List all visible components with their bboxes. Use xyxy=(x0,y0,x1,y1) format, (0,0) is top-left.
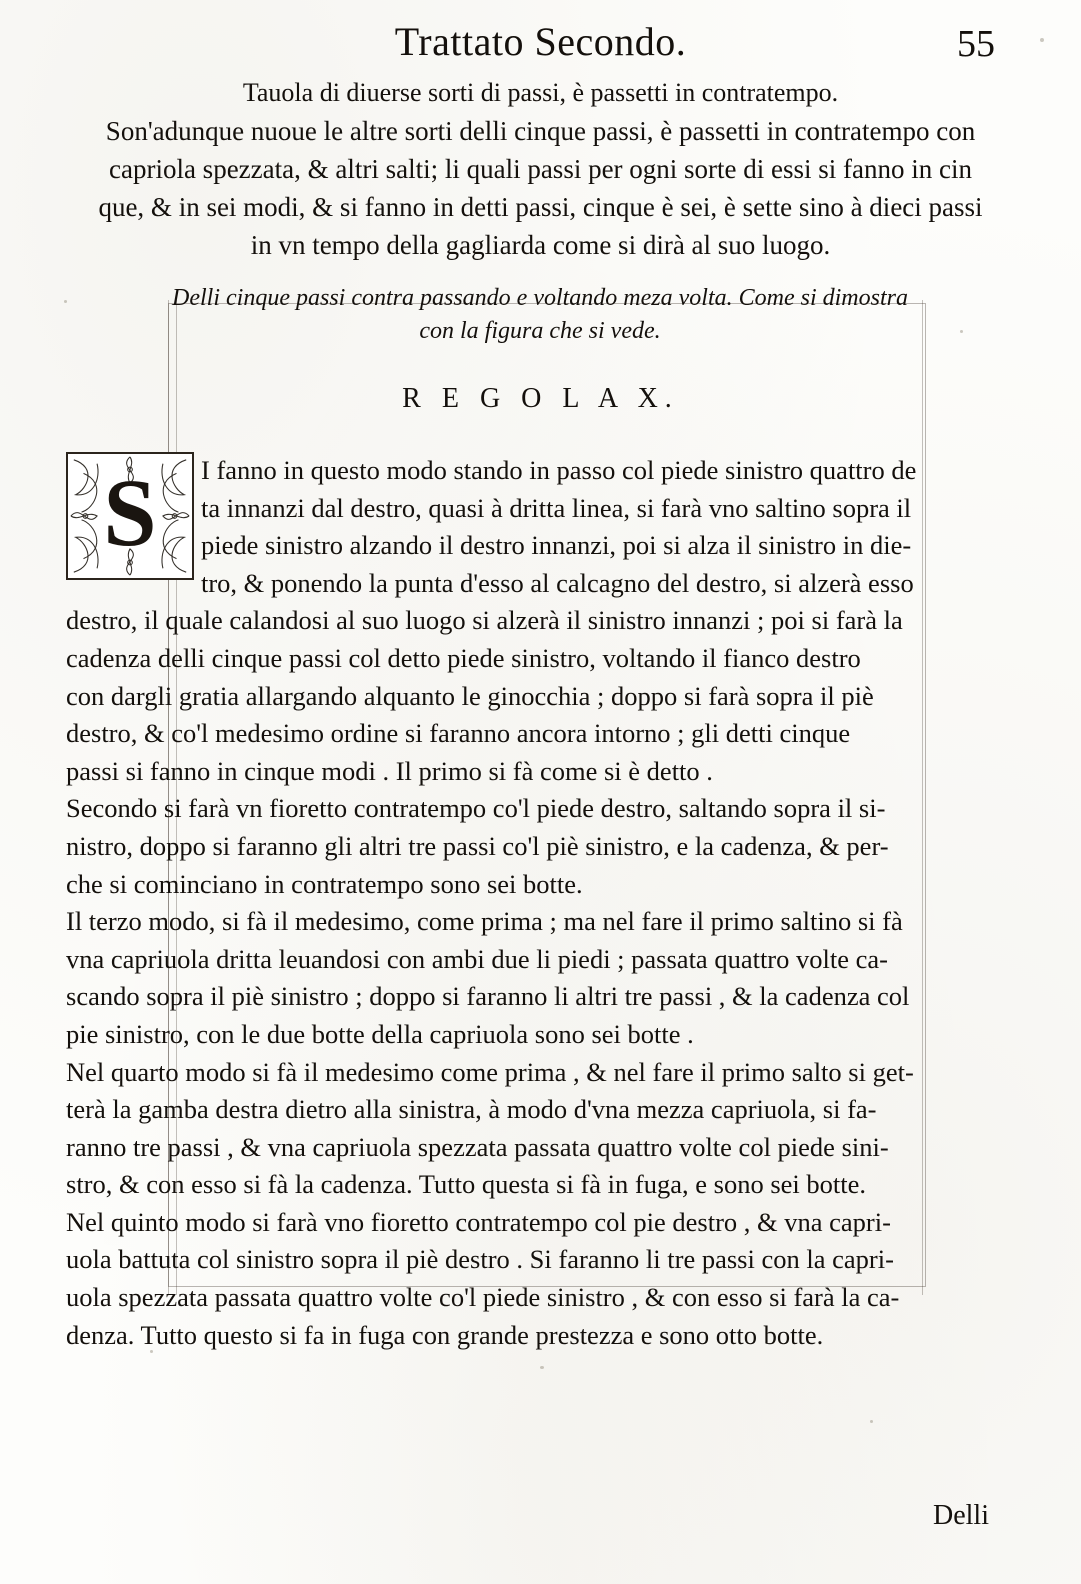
body-line: Secondo si farà vn fioretto contratempo co'l piede destro, saltando sopra il si- xyxy=(66,793,886,824)
paper-speck xyxy=(540,1366,544,1369)
intro-line: in vn tempo della gagliarda come si dirà al suo luogo. xyxy=(250,230,831,260)
body-line: scando sopra il piè sinistro ; doppo si faranno li altri tre passi , & la cadenza col xyxy=(66,981,910,1012)
body-line: Il terzo modo, si fà il medesimo, come prima ; ma nel fare il primo saltino si fà xyxy=(66,906,903,937)
rule-heading: R E G O L A X. xyxy=(402,383,679,414)
body-line: piede sinistro alzando il destro innanzi, poi si alza il sinistro in die- xyxy=(201,530,912,561)
initial-letter: S xyxy=(103,459,157,566)
body-line: I fanno in questo modo stando in passo col piede sinistro quattro de xyxy=(201,455,917,485)
intro-line: que, & in sei modi, & si fanno in detti passi, cinque è sei, è sette sino à dieci passi xyxy=(98,192,983,222)
body-text xyxy=(66,452,1018,1354)
intro-line: Son'adunque nuoue le altre sorti delli cinque passi, è passetti in contratempo con xyxy=(105,116,976,146)
italic-heading-line: Delli cinque passi contra passando e voltando meza volta. Come si dimostra xyxy=(172,285,908,311)
body-line: uola battuta col sinistro sopra il piè destro . Si faranno li tre passi con la capri- xyxy=(66,1244,894,1275)
body-line: denza. Tutto questo si fa in fuga con grande prestezza e sono otto botte. xyxy=(66,1319,824,1350)
italic-heading-line: con la figura che si vede. xyxy=(419,318,661,344)
paper-speck xyxy=(870,1420,873,1423)
intro-paragraph xyxy=(62,112,1019,264)
body-line: pie sinistro, con le due botte della capriuola sono sei botte . xyxy=(66,1018,694,1049)
body-line: destro, & co'l medesimo ordine si faranno ancora intorno ; gli detti cinque xyxy=(66,718,851,749)
body-line: terà la gamba destra dietro alla sinistra, à modo d'vna mezza capriuola, si fa- xyxy=(66,1094,877,1125)
body-line: tro, & ponendo la punta d'esso al calcagno del destro, si alzerà esso xyxy=(201,567,914,598)
folio-number: 55 xyxy=(957,23,995,65)
section-italic-heading xyxy=(100,282,980,348)
running-head: Trattato Secondo. xyxy=(394,19,687,64)
body-line: cadenza delli cinque passi col detto piede sinistro, voltando il fianco destro xyxy=(66,642,861,673)
body-line: nistro, doppo si faranno gli altri tre passi co'l piè sinistro, e la cadenza, & per- xyxy=(66,830,889,861)
body-line: destro, il quale calandosi al suo luogo si alzerà il sinistro innanzi ; poi si farà la xyxy=(66,605,903,636)
page-subtitle: Tauola di diuerse sorti di passi, è passetti in contratempo. xyxy=(242,78,839,107)
body-line: Nel quarto modo si fà il medesimo come prima , & nel fare il primo salto si get- xyxy=(66,1056,914,1087)
body-line: vna capriuola dritta leuandosi con ambi due li piedi ; passata quattro volte ca- xyxy=(66,943,888,974)
catchword: Delli xyxy=(933,1500,989,1531)
body-line: con dargli gratia allargando alquanto le ginocchia ; doppo si farà sopra il piè xyxy=(66,680,874,711)
intro-line: capriola spezzata, & altri salti; li quali passi per ogni sorte di essi si fanno in cin xyxy=(108,154,973,184)
body-line: che si cominciano in contratempo sono sei botte. xyxy=(66,868,583,899)
body-line: ta innanzi dal destro, quasi à dritta linea, si farà vno saltino sopra il xyxy=(201,492,912,523)
paper-speck xyxy=(64,300,67,303)
body-line: uola spezzata passata quattro volte co'l piede sinistro , & con esso si farà la ca- xyxy=(66,1282,900,1313)
body-line: ranno tre passi , & vna capriuola spezzata passata quattro volte col piede sini- xyxy=(66,1131,889,1162)
body-line: stro, & con esso si fà la cadenza. Tutto questa si fà in fuga, e sono sei botte. xyxy=(66,1169,866,1200)
body-line: Nel quinto modo si farà vno fioretto contratempo col pie destro , & vna capri- xyxy=(66,1206,891,1237)
body-line: passi si fanno in cinque modi . Il primo si fà come si è detto . xyxy=(66,755,713,786)
